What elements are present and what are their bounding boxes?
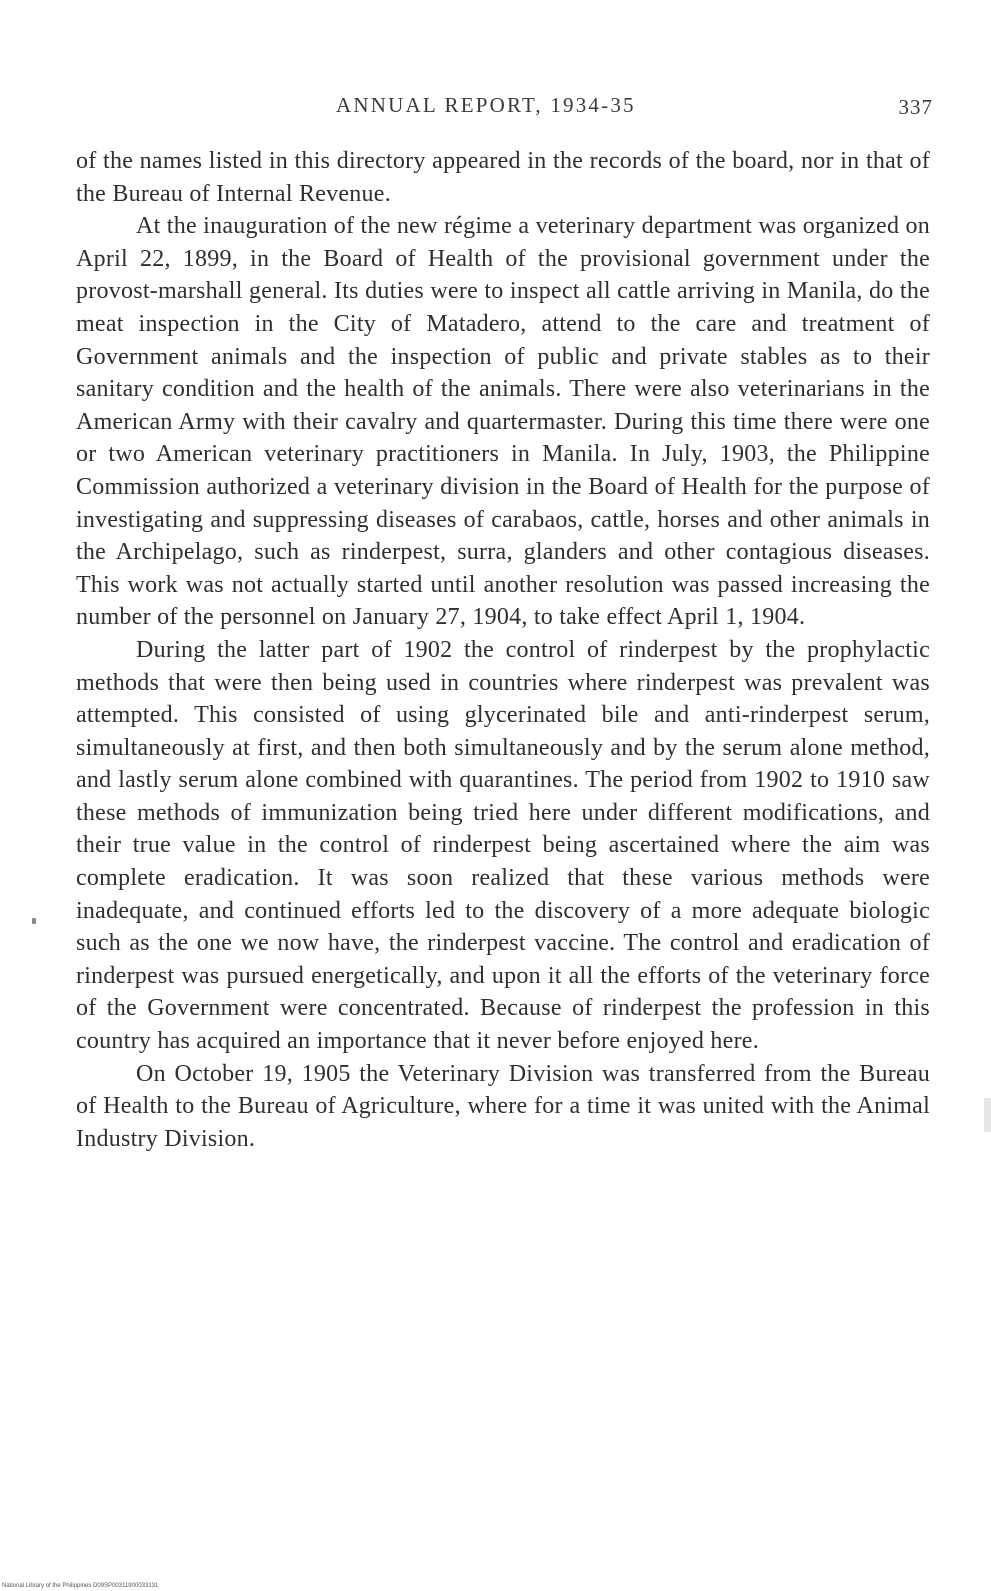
scan-speck	[32, 918, 36, 924]
body-text	[76, 145, 930, 1155]
paragraph-division-transfer: On October 19, 1905 the Veterinary Division was transferred from the Bureau of Health to the Bureau of Agriculture, where for a time it was united with the Animal Industry Division.	[76, 1060, 930, 1152]
paragraph-rinderpest-control: During the latter part of 1902 the control of rinderpest by the prophylactic methods that were then being used in countries where rinderpest was prevalent was attempted. This consisted of using glycerinated bile and anti-rinderpest serum, simultaneously at first, and then both simultaneously and by the serum alone method, and lastly serum alone combined with quarantines. The period from 1902 to 1910 saw these methods of immunization being tried here under different modifications, and their true value in the control of rinderpest being ascertained where the aim was complete eradication. It was soon realized that these various methods were inadequate, and continued efforts led to the discovery of a more adequate biologic such as the one we now have, the rinderpest vaccine. The control and eradication of rinderpest was pursued energetically, and upon it all the efforts of the veterinary force of the Government were concentrated. Because of rinderpest the profession in this country has acquired an importance that it never before enjoyed here.	[76, 636, 930, 1055]
page-number: 337	[898, 95, 933, 119]
scan-edge-shadow	[984, 1098, 991, 1132]
paragraph-continued: of the names listed in this directory appeared in the records of the board, nor in that of the Bureau of Internal Revenue.	[76, 148, 930, 207]
paragraph-veterinary-department: At the inauguration of the new régime a veterinary department was organized on April 22, 1899, in the Board of Health of the provisional government under the provost-marshall general. Its duties were to inspect all cattle arriving in Manila, do the meat inspection in the City of Matadero, attend to the care and treatment of Government animals and the inspection of public and private stables as to their sanitary condition and the health of the animals. There were also veterinarians in the American Army with their cavalry and quartermaster. During this time there were one or two American veterinary practitioners in Manila. In July, 1903, the Philippine Commission authorized a veterinary division in the Board of Health for the purpose of investigating and suppressing diseases of carabaos, cattle, horses and other animals in the Archipelago, such as rinderpest, surra, glanders and other contagious diseases. This work was not actually started until another resolution was passed increasing the number of the personnel on January 27, 1904, to take effect April 1, 1904.	[76, 213, 930, 631]
scan-credit: National Library of the Philippines D09SP00311900033131	[2, 1583, 159, 1589]
running-title: ANNUAL REPORT, 1934-35	[336, 93, 636, 117]
